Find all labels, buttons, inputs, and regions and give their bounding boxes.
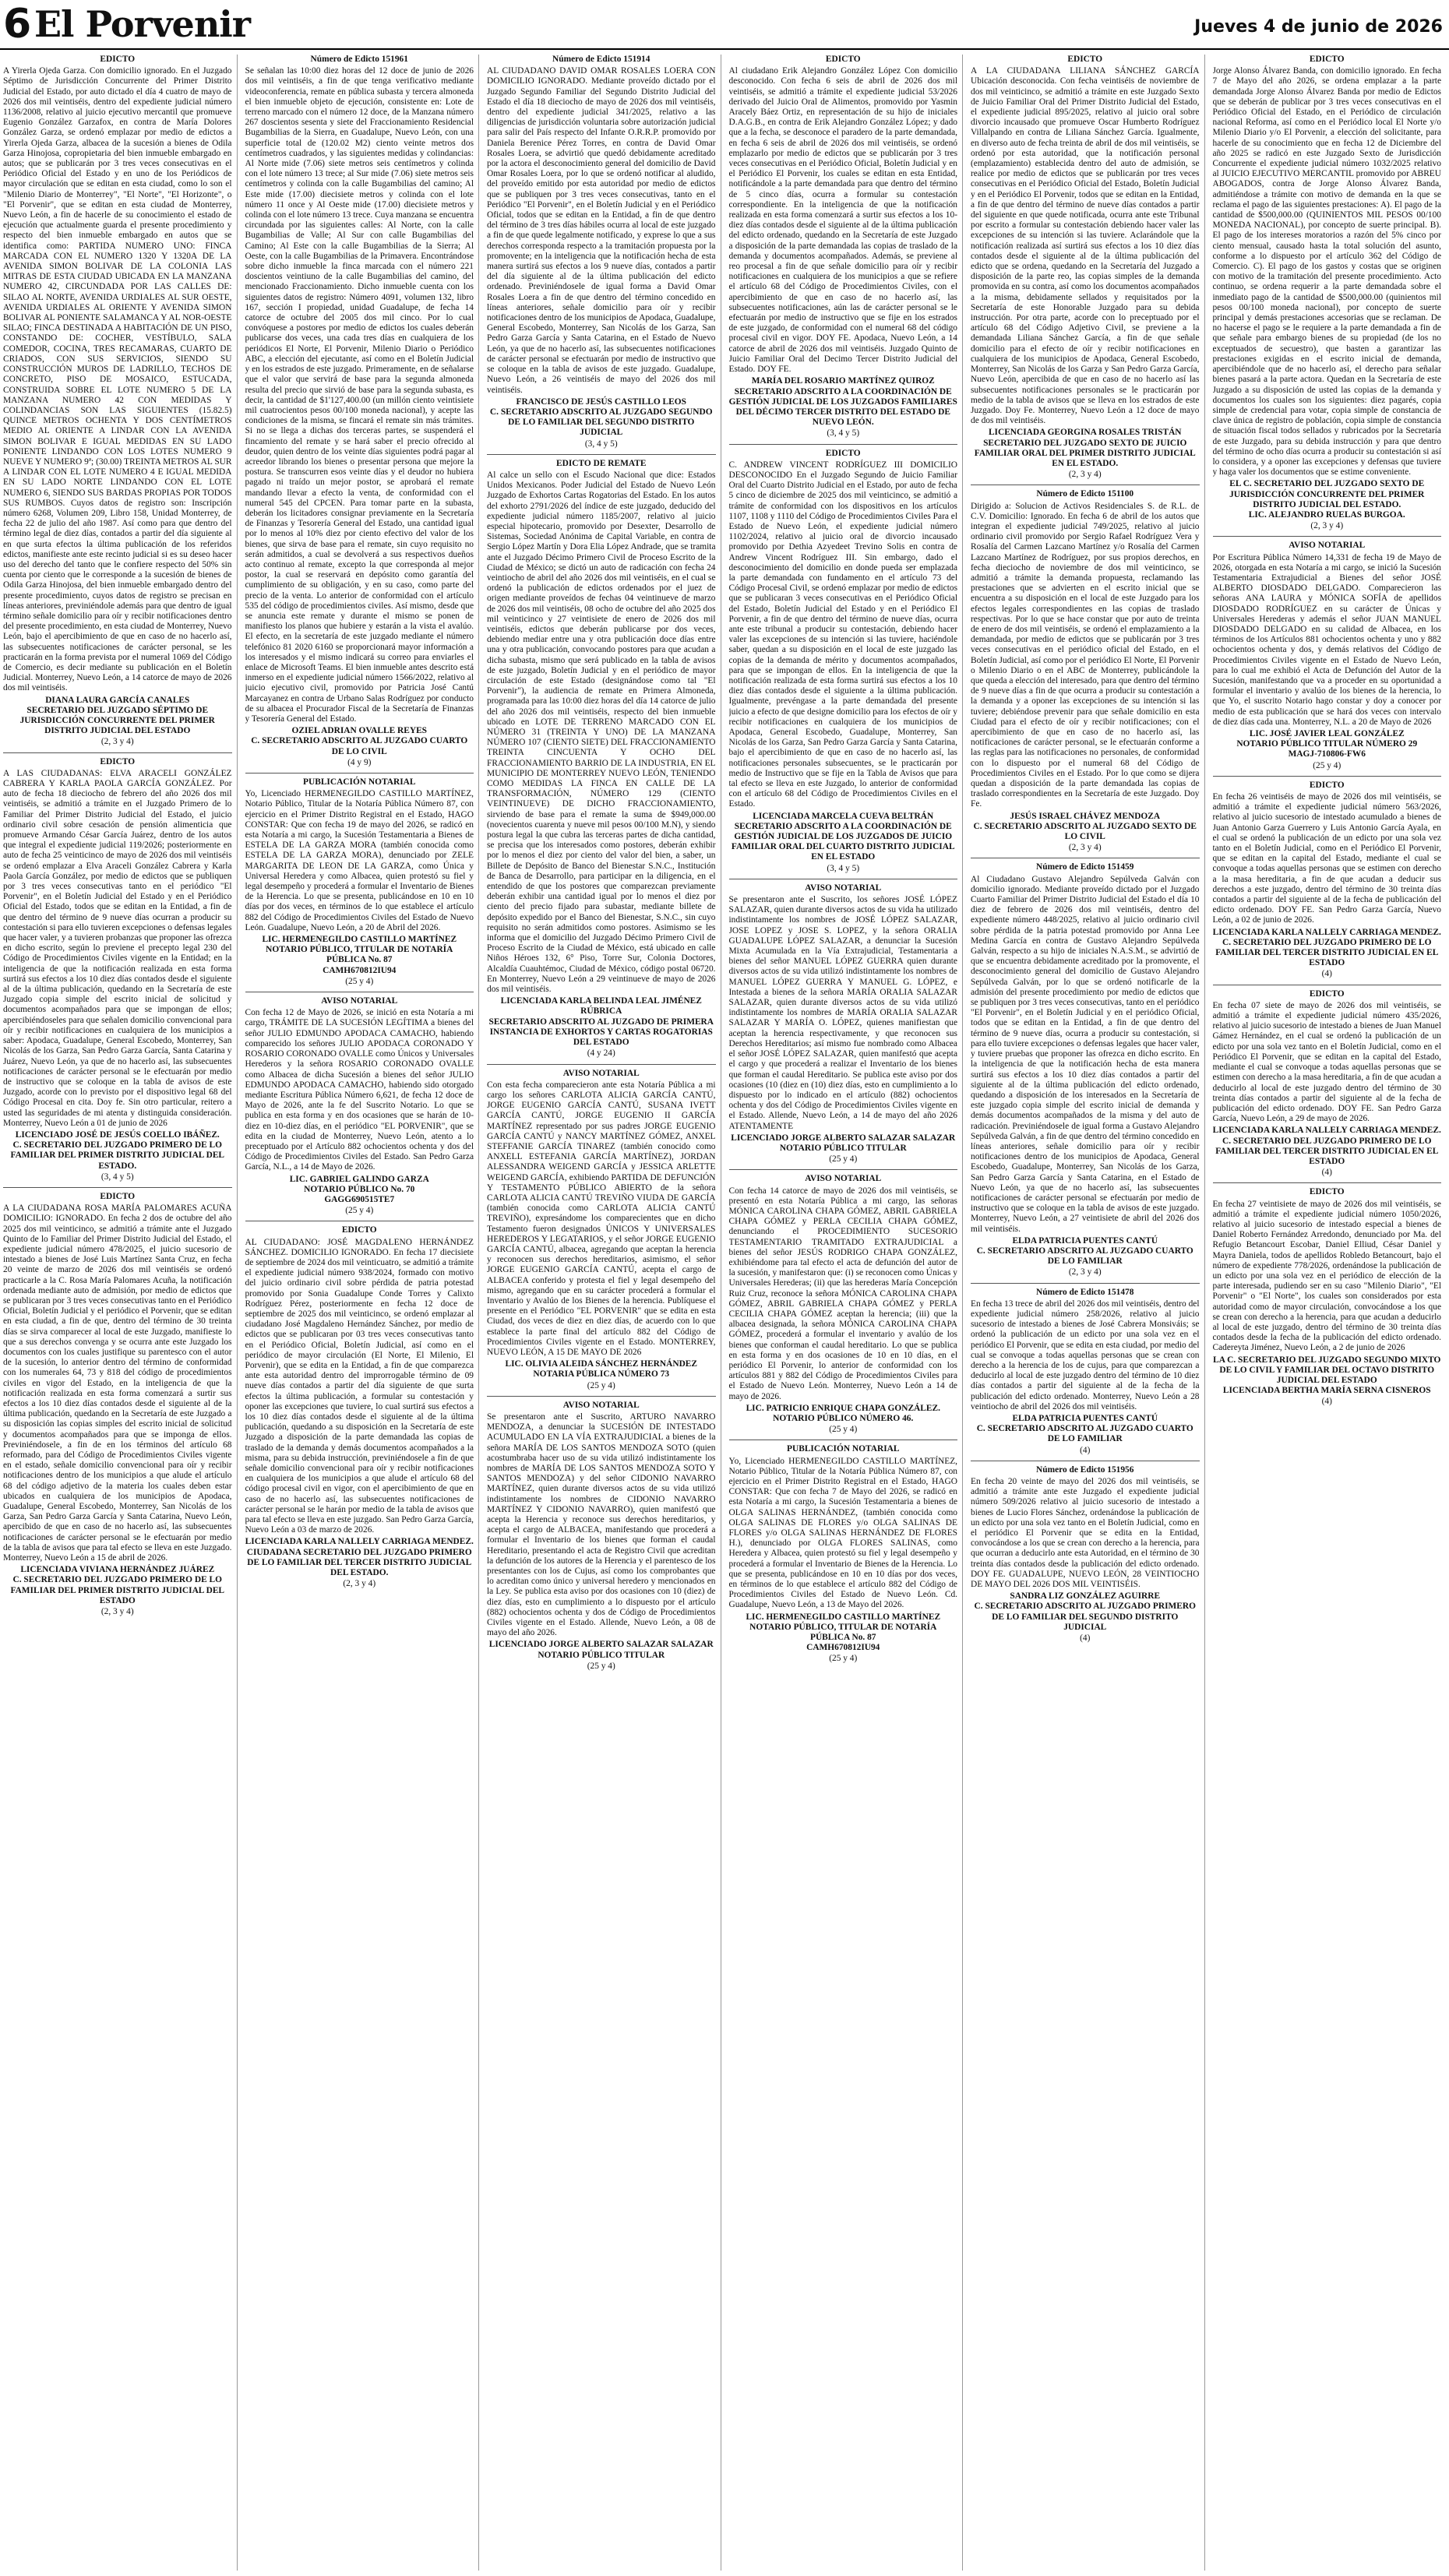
notice-divider: [487, 1064, 716, 1065]
legal-notice: [245, 996, 474, 1216]
notice-signature: LICENCIADA GEORGINA ROSALES TRISTÁN SECRETARIO DEL JUZGADO SEXTO DE JUICIO FAMILIAR ORAL DEL PRIMER DISTRITO JUDICIAL EN EL ESTADO.: [974, 428, 1196, 468]
notice-signature: LICENCIADO JOSÉ DE JESÚS COELLO IBÁÑEZ. C. SECRETARIO DEL JUZGADO PRIMERO DE LO FAMILIAR DEL PRIMER DISTRITO JUDICIAL DEL ESTADO.: [10, 1129, 225, 1171]
legal-notice: [245, 777, 474, 987]
notice-signature: LICENCIADA KARLA BELINDA LEAL JIMÉNEZ RÚBRICA SECRETARIO ADSCRITO AL JUZGADO DE PRIMERA INSTANCIA DE EXHORTOS Y CARTAS ROGATORIAS DEL ESTADO: [488, 996, 714, 1048]
legal-notice: [971, 1288, 1200, 1456]
legal-notice: [3, 1192, 232, 1617]
notice-body: Al Ciudadano Gustavo Alejandro Sepúlveda Galván con domicilio ignorado. Mediante proveído dictado por el Juzgado Cuarto Familiar del Primer Distrito Judicial del Estado el día 10 diez de febrero de 2026 dos mil veintiséis, dentro del expediente número 448/2025, relativo al juicio ordinario civil sobre pérdida de la patria potestad promovido por Anna Lee Medina García en contra de Gustavo Alejandro Sepúlveda Galván, respecto a su hijo de iniciales N.A.S.M., se advirtió de que se encuentra debidamente acreditado por la promovente, el desconocimiento general del domicilio de Gustavo Alejandro Sepúlveda Galván, por lo que se ordenó notificarle de la admisión del presente procedimiento por medio de edictos que se publiquen por 3 tres veces consecutivas, tanto en el periódico "El Porvenir", en el Boletín Judicial y en el periódico Oficial, todos que se editan en la Entidad, a fin de que dentro del término de 9 nueve días, ocurra a producir su contestación, si para ello tuviere excepciones o defensas legales que hacer valer, y tuviere pruebas que proponer las ofrezca en dicho escrito. En la inteligencia de que la notificación hecha de esta manera surtirá sus efectos a los 10 diez días contados a partir del siguiente al de la última publicación del edicto ordenado, quedando a disposición de los interesados en la Secretaría de este juzgado copia simple del escrito inicial de demanda y demás documentos acompañados de la misma y del auto de radicación. Previniéndosele de igual forma a Gustavo Alejandro Sepúlveda Galván, a fin de que dentro del término concedido en líneas anteriores, señale domicilio para oír y recibir notificaciones dentro de los municipios de Apodaca, General Escobedo, Guadalupe, Monterrey, San Nicolás de los Garza, San Pedro Garza García y Santa Catarina, en el Estado de Nuevo León, ya que de no hacerlo así, las subsecuentes notificaciones de carácter personal se efectuarán por medio de instructivo que se coloque en la tabla de avisos de este juzgado. Monterrey, Nuevo León, a 27 veintisiete de abril del 2026 dos mil veintiséis.: [971, 874, 1202, 1234]
notice-signature: LIC. PATRICIO ENRIQUE CHAPA GONZÁLEZ. NOTARIO PÚBLICO NÚMERO 46.: [746, 1403, 940, 1423]
notice-publication-dates: (2, 3 y 4): [1310, 521, 1344, 531]
notice-publication-dates: (25 y 4): [587, 1380, 615, 1390]
legal-notice: [487, 459, 716, 1059]
notice-publication-dates: (3, 4 y 5): [827, 863, 860, 873]
notice-heading: AVISO NOTARIAL: [805, 883, 882, 893]
notice-signature: SANDRA LIZ GONZÁLEZ AGUIRRE C. SECRETARIO ADSCRITO AL JUZGADO PRIMERO DE LO FAMILIAR DEL SEGUNDO DISTRITO JUDICIAL: [974, 1591, 1196, 1632]
notice-body: Jorge Alonso Álvarez Banda, con domicilio ignorado. En fecha 7 de Mayo del año 2026, se ordena emplazar a la parte demandada Jorge Alonso Álvarez Banda por medio de Edictos que se deberán de publicar por 3 tres veces consecutivas en el Periódico Oficial del Estado, en el Periódico de circulación nacional Reforma, así como en el Periódico local El Norte y/o Milenio Diario y/o El Porvenir, a elección del solicitante, para hacerle de su conocimiento que en fecha 12 de Diciembre del año 2025 se radicó en este Juzgado Sexto de Jurisdicción Concurrente el expediente judicial número 1032/2025 relativo al JUICIO EJECUTIVO MERCANTIL promovido por ABREU ABOGADOS, contra de Jorge Alonso Álvarez Banda, admitiéndose a trámite con motivo de demanda en la que se reclama el pago de las siguientes prestaciones: A). El pago de la cantidad de $500,000.00 (QUINIENTOS MIL PESOS 00/100 MONEDA NACIONAL), por concepto de suerte principal. B). El pago de los intereses moratorios a razón del 5% cinco por ciento mensual, causado hasta la total solución del asunto, conforme a lo dispuesto por el artículo 362 del Código de Comercio. C). El pago de los gastos y costas que se originen con motivo de la tramitación del presente procedimiento. Acto continuo, se ordena requerir a la parte demandada sobre el inmediato pago de la cantidad de $500,000.00 (quinientos mil pesos 00/100 moneda nacional), por concepto de suerte principal y demás prestaciones accesorias que se reclaman. De no hacerse el pago se le requiere a la parte demandada a fin de que señale para embargo bienes de su propiedad (de los no exceptuados de secuestro), que basten a garantizar las prestaciones exigidas en el escrito inicial de demanda, apercibiéndole que de no hacerlo así, el derecho para señalar bienes pasará a la parte actora. Quedan en la Secretaría de este Juzgado a su disposición de usted las copias de la demanda y documentos los cuales son los siguientes: diez pagarés, copia simple de credencial para votar, copia simple de constancia de clave única de registro de población, copia simple de constancia de situación fiscal todos sellados y rubricados por la Secretaría de este Juzgado, para su debida instrucción y para que dentro del término de ocho días ocurra a producir su contestación si así lo considera, y a oponer las excepciones y defensas que tuviere y haga valer los documentos que se estime conveniente.: [1212, 66, 1444, 477]
legal-notice: [1213, 541, 1442, 770]
legal-notice: [971, 862, 1200, 1277]
masthead: [0, 0, 1449, 50]
notice-body: En fecha 27 veintisiete de mayo de 2026 dos mil veintiséis, se admitió a trámite el expediente judicial número 1050/2026, relativo al juicio sucesorio de intestado especial a bienes de Daniel Roberto Fernández Arredondo, denunciado por Ma. del Refugio Betancourt Escobar, Daniel Elliud, César Daniel y Mayra Daniela, todos de apellidos Robledo Betancourt, bajo el número de expediente 778/2026, ordenándose la publicación de un edicto por una sola vez en el periódico de elección de la parte interesada, pudiendo ser en su caso "Milenio Diario", "El Porvenir" o "El Norte", los cuales son considerados por esta autoridad como de mayor circulación, convocándose a los que se crean con derecho a la herencia, para que acudan a deducirlo al local de este juzgado, dentro del término de 30 treinta días contados desde la fecha de la publicación del edicto ordenado. Cadereyta Jiménez, Nuevo León, a 2 de junio de 2026: [1212, 1199, 1444, 1353]
notice-heading: AVISO NOTARIAL: [805, 1174, 882, 1184]
notice-publication-dates: (2, 3 y 4): [1068, 1267, 1102, 1277]
notice-heading: Número de Edicto 151914: [552, 55, 650, 64]
notice-publication-dates: (3, 4 y 5): [100, 1172, 134, 1182]
notice-heading: EDICTO: [1309, 988, 1345, 999]
notice-body: A LAS CIUDADANAS: ELVA ARACELI GONZÁLEZ CABRERA Y KARLA PAOLA GARCÍA GONZÁLEZ. Por auto de fecha 18 dieciocho de febrero del año 2026 dos mil veintiséis, se admitió a trámite en el Juzgado Primero de lo Familiar del Primer Distrito Judicial del Estado, el juicio ordinario civil sobre cesación de pensión alimenticia que promueve Armando César García Juárez, dentro de los autos que integral el expediente judicial 119/2026; posteriormente en auto de fecha 25 veinticinco de mayo de 2026 dos mil veintiséis se ordenó emplazar a Elva Araceli González Cabrera y Karla Paola García González, por medio de edictos que se publiquen por 3 tres veces consecutivas tanto en el periódico "El Porvenir", en el Boletín Judicial del Estado y en el Periódico Oficial del Estado, todos que se editan en la Entidad, a fin de que dentro del término de 9 nueve días ocurran a producir su contestación si para ello tuvieren excepciones o defensas legales que hacer valer, y a tuvieren probanzas que proponer las ofrezca en dicho escrito, según lo previene el precepto legal 230 del Código de Procedimientos Civiles vigente en la Entidad; en la inteligencia de que la notificación realizada en esta forma surtirá sus efectos a los 10 diez días contados desde el siguiente al de la última publicación, quedando en la Secretaría de este Juzgado copia simple del escrito inicial de solicitud y documentos acompañados para que se impongan de ellos; apercibiéndoseles para que señalen domicilio convencional para oír y recibir notificaciones en cualquiera de los municipios a saber: Apodaca, Guadalupe, General Escobedo, Monterrey, San Nicolás de los Garza, San Pedro Garza García, Santa Catarina y Juárez, Nuevo León, ya que de no hacerlo así, las subsecuentes notificaciones de carácter personal se le efectuarán por medio de instructivo que se coloque en la tabla de avisos de este Juzgado, acorde con lo previsto por el dispositivo legal 68 del Código Procesal en cita. Doy fe. Sin otro particular, reitero a usted las seguridades de mi atenta y distinguida consideración. Monterrey, Nuevo León a 01 de junio de 2026: [3, 768, 234, 1128]
legal-notice: [729, 1444, 958, 1664]
notice-signature: LIC. JOSÉ JAVIER LEAL GONZÁLEZ NOTARIO PÚBLICO TITULAR NÚMERO 29 MAGJ-710806-FW6: [1236, 729, 1418, 759]
notice-body: Con fecha 12 de Mayo de 2026, se inició en esta Notaría a mi cargo, TRÁMITE DE LA SUCESIÓN LEGÍTIMA a bienes del señor JULIO EDMUNDO APODACA CAMACHO, habiendo comparecido los señores JULIO APODACA CORONADO Y ROSARIO CORONADO OVALLE como Únicos y Universales Herederos y la señora ROSARIO CORONADO OVALLE como Albacea de dicha Sucesión a bienes del señor JULIO EDMUNDO APODACA CAMACHO, habiendo sido otorgado mediante Escritura Pública Número 6,621, de fecha 12 doce de Mayo de 2026, ante la fe del Suscrito Notario. Lo que se publica en esta forma y en dos ocasiones que se harán de 10-diez en 10-diez días, en el periódico "EL PORVENIR", que se edita en la ciudad de Monterrey, Nuevo León, atento a lo preceptuado por el Artículo 882 ochocientos ochenta y dos del Código de Procedimientos Civiles del Estado. San Pedro Garza García, N.L., a 14 de Mayo de 2026.: [245, 1008, 476, 1172]
notice-body: Yo, Licenciado HERMENEGILDO CASTILLO MARTÍNEZ, Notario Público, Titular de la Notaría Pública Número 87, con ejercicio en el Primer Distrito Registral en el Estado, HAGO CONSTAR: Que con fecha 19 de mayo del 2026, se radicó en esta Notaría a mi cargo, la Sucesión Testamentaria a Bienes de ESTELA DE LA GARZA MORA (también conocida como ESTELA DE LA GARZA MORA), denunciado por ZELE MARGARITA DE LEON DE LA GARZA, como Única y Universal Heredera y como Albacea, quien protestó su fiel y legal desempeño y procederá a formular el Inventario de Bienes de la Herencia. Lo que se presenta, publicándose en 10 en 10 días por dos veces, en términos de lo que establece el artículo 882 del Código de Procedimientos Civiles del Estado de Nuevo León. Guadalupe, Nuevo León, a 20 de Abril del 2026.: [245, 789, 476, 932]
notice-publication-dates: (2, 3 y 4): [100, 1607, 134, 1617]
legal-notice: [1213, 781, 1442, 980]
legal-notice: [1213, 55, 1442, 531]
notice-body: AL CIUDADANO: JOSÉ MAGDALENO HERNÁNDEZ SÁNCHEZ. DOMICILIO IGNORADO. En fecha 17 diecisiete de septiembre de 2024 dos mil veinticuatro, se admitió a trámite el expediente judicial número 938/2024, formado con motivo del juicio ordinario civil sobre pérdida de patria potestad promovido por Sonia Guadalupe Conde Torres y Calixto Rodríguez Pérez, posteriormente en fecha 12 doce de septiembre de 2025 dos mil veinticinco, se ordenó emplazar al ciudadano José Magdaleno Hernández Sánchez, por medio de edictos que se publicaran por 03 tres veces consecutivas tanto en el Periódico Oficial, Boletín Judicial, así como en el periódico de mayor circulación (El Norte, El Milenio, El Porvenir), que se edita en la Entidad, a fin de que comparezca ante esta autoridad dentro del improrrogable término de 09 nueve días contados a partir del día siguiente de que surta efectos la última publicación, a formular su contestación y oponer las excepciones que tuviere, lo cual surtirá sus efectos a los 10 diez días contados desde el siguiente al de la última publicación, quedando a su disposición en la Secretaría de este Juzgado a disposición de la parte demandada las copias de traslado de la demanda y demás documentos acompañados a la misma, para su debida instrucción, previniéndosele a fin de que señale domicilio convencional para oír y recibir notificaciones en cualquiera de los municipios a que alude el artículo 68 del código procesal civil en vigor, con el apercibimiento de que en caso de no hacerlo así, las subsecuentes notificaciones de carácter personal se le harán por medio de la tabla de avisos que para tal efecto se lleva en este juzgado. San Pedro Garza García, Nuevo León a 03 de marzo de 2026.: [245, 1237, 476, 1535]
notice-heading: EDICTO DE REMATE: [556, 458, 647, 468]
notice-heading: EDICTO: [341, 1225, 377, 1235]
notice-signature: ELDA PATRICIA PUENTES CANTÚ C. SECRETARIO ADSCRITO AL JUZGADO CUARTO DE LO FAMILIAR: [976, 1414, 1193, 1444]
notice-heading: PUBLICACIÓN NOTARIAL: [787, 1444, 900, 1454]
newspaper-name: El Porvenir: [34, 3, 250, 45]
notice-publication-dates: (4): [1321, 1397, 1332, 1407]
notice-heading: EDICTO: [1309, 1187, 1345, 1197]
notice-body: Dirigido a: Solucion de Activos Residenciales S. de R.L. de C.V. Domicilio: Ignorado. En fecha 6 de abril de los autos que integran el expediente judicial 749/2025, relativo al juicio ordinario civil promovido por Sergio Rafael Rodríguez Vera y Rosalía del Carmen Lazcano Martínez y/o Rosalía del Carmen Lazcano Martínez de Rodríguez, por sus propios derechos, en fecha dieciocho de noviembre de dos mil veinticinco, se admitió a trámite la demanda propuesta, reclamando las prestaciones que se advierten en el escrito inicial que se encuentra a su disposición en el local de este Juzgado para los efectos legales correspondientes en las copias de traslado respectivas. Por lo que se hace constar que por auto de treinta de enero de dos mil veintiséis, se ordenó el emplazamiento a la demandada, por medio de edictos que se publicarán por 3 tres veces consecutivas en el periódico oficial del Estado, en el Boletín Judicial, así como por el periódico El Norte, El Porvenir o Milenio Diario o en el ABC de Monterrey, publicándole la que queda a elección del interesado, para que dentro del término de 9 nueve días a fin de que ocurra a producir su contestación a la demanda y a oponer las excepciones de su intención si las tuviere; debiéndose prevenir para que señale domicilio en esta Ciudad para el efecto de oír y recibir notificaciones; con el apercibimiento de que en caso de no hacerlo así, las notificaciones de carácter personal, se le efectuarán conforme a las reglas para las notificaciones no personales, de conformidad con lo dispuesto por el numeral 68 del Código de Procedimientos Civiles en el Estado. Por lo que como se dijera quedan a disposición de la parte demandada las copias de traslado correspondientes en la Secretaría de este Juzgado. Doy Fe.: [971, 501, 1202, 809]
notice-body: Con fecha 14 catorce de mayo de 2026 dos mil veintiséis, se presentó en esta Notaría Pública a mi cargo, las señoras MÓNICA CAROLINA CHAPA GÓMEZ, ABRIL GABRIELA CHAPA GÓMEZ y PERLA CECILIA CHAPA GÓMEZ, denunciando el PROCEDIMIENTO SUCESORIO TESTAMENTARIO TRAMITADO EXTRAJUDICIAL a bienes del señor JESÚS RODRIGO CHAPA GONZÁLEZ, exhibiéndome para tal efecto el acta de defunción del autor de la sucesión, y manifestaron que: (i) se reconocen como Únicas y Universales Herederas; (ii) que las herederas María Concepción Ruiz Cruz, reconoce la señora MÓNICA CAROLINA CHAPA GÓMEZ, ABRIL GABRIELA CHAPA GÓMEZ y PERLA CECILIA CHAPA GÓMEZ aceptan la herencia; (iii) que la albacea designada, la señora MÓNICA CAROLINA CHAPA GÓMEZ, procederá a formular el inventario y avalúo de los bienes que conforman el caudal hereditario. Lo que se publica en esta forma y en dos ocasiones de 10 en 10 días, en el periódico El Porvenir, lo anterior de conformidad con los artículos 881 y 882 del Código de Procedimientos Civiles para el Estado de Nuevo León. Monterrey, Nuevo León a 14 de mayo de 2026.: [728, 1186, 960, 1401]
notice-publication-dates: (25 y 4): [1313, 760, 1341, 770]
notice-body: C. ANDREW VINCENT RODRÍGUEZ III DOMICILIO DESCONOCIDO En el Juzgado Segundo de Juicio Familiar Oral del Cuarto Distrito Judicial en el Estado, por auto de fecha 5 cinco de diciembre de 2025 dos mil veinticinco, se admitió a trámite de conformidad con los dispositivos en los artículos 1107, 1108 y 1110 del Código de Procedimientos Civiles Para el Estado de Nuevo León, el expediente judicial número 1102/2024, relativo al juicio oral de divorcio incausado promovido por Dethia Azyedeet Trevino Solis en contra de Andrew Vincent Rodríguez III. Sin embargo, dado el desconocimiento del domicilio en donde pueda ser emplazada la parte demandada con fundamento en el artículo 73 del Código Procesal Civil, se ordenó emplazar por medio de edictos que se publicaran 3 veces consecutivas en el Periódico Oficial del Estado, Boletín Judicial del Estado y en el Periódico El Porvenir, a fin de que dentro del término de nueve días, ocurra ante este tribunal a producir su contestación, debiendo hacer valer las excepciones de su intención si las tuviere, haciéndole saber, quedan a su disposición en el local de este juzgado las copias de la demanda de mérito y documentos acompañados, para que se impongan de ellos. En la inteligencia de que la notificación realizada de esta forma surtirá sus efectos a los 10 diez días contados desde el siguiente a la última publicación. Igualmente, prevéngase a la parte demandada del presente juicio a efecto de que designe domicilio para los efectos de oír y recibir notificaciones en cualquiera de los municipios de Apodaca, General Escobedo, Guadalupe, Monterrey, San Nicolás de los Garza, San Pedro Garza García y Santa Catarina, bajo el apercibimiento de que en caso de no hacerlo así, las notificaciones personales subsecuentes, se le practicarán por medio de Instructivo que se fije en la Tabla de Avisos que para tal efecto se lleva en este Juzgado, lo anterior de conformidad con el artículo 68 del Código de Procedimientos Civiles en el Estado.: [728, 460, 960, 809]
notice-publication-dates: (4 y 9): [347, 757, 372, 767]
notice-heading: EDICTO: [100, 1191, 136, 1201]
notice-publication-dates: (25 y 4): [829, 1654, 858, 1664]
notice-signature: LIC. HERMENEGILDO CASTILLO MARTÍNEZ NOTARIO PÚBLICO, TITULAR DE NOTARÍA PÚBLICA No. 87 CAMH670812IU94: [746, 1612, 941, 1653]
notice-signature: MARÍA DEL ROSARIO MARTÍNEZ QUIROZ SECRETARIO ADSCRITO A LA COORDINACIÓN DE GESTIÓN JUDICIAL DE LOS JUZGADOS FAMILIARES DEL DÉCIMO TERCER DISTRITO DEL ESTADO DE NUEVO LEÓN.: [728, 376, 957, 428]
notice-heading: Número de Edicto 151459: [1036, 862, 1134, 872]
notice-heading: EDICTO: [100, 55, 136, 64]
notice-body: A LA CIUDADANA ROSA MARÍA PALOMARES ACUÑA DOMICILIO: IGNORADO. En fecha 2 dos de octubre del año 2025 dos mil veinticinco, se admitió a trámite ante el Juzgado Quinto de lo Familiar del Primer Distrito Judicial del Estado, el expediente judicial número 478/2025, el juicio sucesorio de intestado a bienes de José Luis Martínez Santa Cruz, en fecha 20 veinte de marzo de 2026 dos mil veintiséis se ordenó practicarle a la C. Rosa María Palomares Acuña, la notificación ordenada mediante auto de admisión, por medio de edictos que se publicaran por 3 tres veces consecutivas tanto en el Periódico Oficial, Boletín Judicial y el periódico el Porvenir, que se editan en esta ciudad, a fin de que, dentro del término de 30 treinta días se sirva comparecer al local de este Juzgado, manifieste lo que a sus derechos convenga y se ocurra ante este Juzgado los documentos con los cuales justifique su parentesco con el autor de la sucesión, lo anterior dentro del término de conformidad con los numerales 64, 73 y 818 del código de procedimientos civiles en vigor del Estado, en la inteligencia de que la notificación realizada en esta forma comenzará a surtir sus efectos a los 10 diez días contados desde el siguiente al de la última publicación, quedando en la Secretaría de este Juzgado a su disposición las copias simples del escrito inicial de solicitud y documentos acompañados para que se imponga de ellos. Previniéndosele, a fin de en los términos del artículo 68 reformado, para del Código de Procedimientos Civiles vigente en el estado, señale domicilio convencional para oír y recibir notificaciones dentro de los municipios a que alude el artículo 68 del código adjetivo de la materia los cuales deben estar ubicados en cualquiera de los municipios de Apodaca, Guadalupe, General Escobedo, Monterrey, San Nicolás de los Garza, San Pedro Garza García y Santa Catarina, Nuevo León, apercibido de que en caso de no hacerlo así, las subsecuentes notificaciones de carácter personal se le efectuarán por medio de la tabla de avisos que para tal efecto se lleva en este Juzgado. Monterrey, Nuevo León a 15 de abril de 2026.: [3, 1203, 234, 1563]
notice-signature: JESÚS ISRAEL CHÁVEZ MENDOZA C. SECRETARIO ADSCRITO AL JUZGADO SEXTO DE LO CIVIL: [973, 811, 1197, 842]
legal-notice: [487, 1401, 716, 1672]
notice-body: Al ciudadano Erik Alejandro González López Con domicilio desconocido. Con fecha 6 seis de abril de 2026 dos mil veintiséis, se admitió a trámite el expediente judicial 53/2026 derivado del Juicio Oral de Alimentos, promovido por Yasmin Aracely Báez Ortiz, en representación de su hijo de iniciales D.A.G.B., en contra de Erik Alejandro González López; y dado que a la fecha, se desconoce el paradero de la parte demandada, en fecha 6 seis de abril de 2026 dos mil veintiséis, se ordenó emplazarlo por medio de edictos que se publicarán por 3 tres veces consecutivas en el Periódico Oficial, Boletín Judicial y en el Periódico El Porvenir, los cuales se editan en esta Entidad, notificándole a la parte demandada para que dentro del término de 5 cinco días, ocurra a formular su contestación correspondiente. En la inteligencia de que la notificación realizada en esta forma comenzará a surtir sus efectos a los 10-diez días contados desde el siguiente al de la última publicación del edicto ordenado, quedando en la Secretaría de este Juzgado a disposición de la parte demandada las copias de traslado de la demanda y documentos acompañados. Además, se previene al reo procesal a fin de que señale domicilio para oír y recibir notificaciones en cualquiera de los municipios a que se refiere el artículo 68 del Código de Procedimientos Civiles, con el apercibimiento de que en caso de no hacerlo así, las subsecuentes notificaciones, aún las de carácter personal se le efectuarán por medio de instructivo que se fije en los estrados de este juzgado, de conformidad con el numeral 68 del código procesal civil en vigor. DOY FE. Apodaca, Nuevo León, a 14 catorce de abril de 2026 dos mil veintiséis. Juzgado Quinto de Juicio Familiar Oral del Decimo Tercer Distrito Judicial del Estado. DOY FE.: [728, 66, 960, 375]
legal-notice: [3, 757, 232, 1182]
legal-notice: [1213, 1187, 1442, 1407]
notice-divider: [729, 1169, 958, 1170]
notice-signature: LICENCIADA KARLA NALLELY CARRIAGA MENDEZ. C. SECRETARIO DEL JUZGADO PRIMERO DE LO FAMILIAR DEL TERCER DISTRITO JUDICIAL EN EL ESTADO: [1212, 1126, 1441, 1166]
notice-heading: EDICTO: [1309, 780, 1345, 790]
notice-signature: LICENCIADA KARLA NALLELY CARRIAGA MENDEZ. C. SECRETARIO DEL JUZGADO PRIMERO DE LO FAMILIAR DEL TERCER DISTRITO JUDICIAL EN EL ESTADO: [1212, 927, 1441, 968]
legal-notice: [3, 55, 232, 748]
notice-heading: AVISO NOTARIAL: [1289, 541, 1366, 551]
notice-heading: AVISO NOTARIAL: [321, 996, 398, 1006]
notice-publication-dates: (4 y 24): [587, 1048, 615, 1059]
issue-date: Jueves 4 de junio de 2026: [1194, 17, 1443, 37]
notice-column: [487, 55, 721, 2571]
notice-signature: LICENCIADA MARCELA CUEVA BELTRÁN SECRETARIO ADSCRITO A LA COORDINACIÓN DE GESTIÓN JUDICIAL DE LOS JUZGADOS DE JUICIO FAMILIAR ORAL DEL CUARTO DISTRITO JUDICIAL EN EL ESTADO: [731, 811, 955, 862]
notice-signature: EL C. SECRETARIO DEL JUZGADO SEXTO DE JURISDICCIÓN CONCURRENTE DEL PRIMER DISTRITO JUDICIAL DEL ESTADO. LIC. ALEJANDRO RUELAS BURGOA.: [1229, 479, 1425, 520]
notice-column: [1213, 55, 1447, 2571]
notice-publication-dates: (3, 4 y 5): [584, 439, 618, 449]
notice-signature: OZIEL ADRIAN OVALLE REYES C. SECRETARIO ADSCRITO AL JUZGADO CUARTO DE LO CIVIL: [251, 726, 468, 756]
notice-heading: AVISO NOTARIAL: [562, 1068, 640, 1078]
notice-publication-dates: (2, 3 y 4): [1068, 843, 1102, 853]
notice-publication-dates: (4): [1321, 1168, 1332, 1178]
notice-publication-dates: (2, 3 y 4): [1068, 470, 1102, 480]
legal-notice: [729, 1174, 958, 1435]
notice-signature: LICENCIADA VIVIANA HERNÁNDEZ JUÁREZ C. SECRETARIO DEL JUZGADO PRIMERO DE LO FAMILIAR DEL PRIMER DISTRITO JUDICIAL DEL ESTADO: [10, 1565, 225, 1605]
notice-signature: FRANCISCO DE JESÚS CASTILLO LEOS C. SECRETARIO ADSCRITO AL JUZGADO SEGUNDO DE LO FAMILIAR DEL SEGUNDO DISTRITO JUDICIAL: [489, 396, 713, 438]
notice-publication-dates: (4): [1080, 1633, 1091, 1644]
legal-notice: [245, 55, 474, 768]
notice-body: Se presentaron ante el Suscrito, ARTURO NAVARRO MENDOZA, a denunciar la SUCESIÓN DE INTESTADO ACUMULADO EN LA VÍA EXTRAJUDICIAL a bienes de la señora MARÍA DE LOS SANTOS MENDOZA SOTO (quien acostumbraba hacer uso de su vida utilizó indistintamente los nombres de MARÍA DE LOS SANTOS MENDOZA SOTO Y SANTOS MENDOZA) y del señor CIDONIO NAVARRO MARTÍNEZ, quien durante diversos actos de su vida utilizó indistintamente los nombres de CIDONIO NAVARRO MARTÍNEZ Y CIDONIO NAVARRO), quien manifestó que acepta la Herencia y reconoce sus derechos hereditarios, y acepta el cargo de ALBACEA, manifestando que procederá a formular el Inventario de los bienes que forman el caudal Hereditario, presentando el acta de Registro Civil que acreditan la defunción de los autores de la Herencia y el parentesco de los presentantes con los de Cujus, así como los comprobantes que lo acreditan como único y universal heredero y mencionados en la Ley. Se publica esta aviso por dos ocasiones con 10 (diez) de diez días, esto en cumplimiento a lo dispuesto por el artículo (882) ochocientos ochenta y dos de Código de Procedimientos Civiles vigente en el Estado. Allende, Nuevo León, a 08 de mayo del año 2026.: [487, 1412, 718, 1638]
notice-publication-dates: (25 y 4): [829, 1154, 858, 1165]
legal-notice: [487, 55, 716, 449]
notice-body: En fecha 20 veinte de mayo del 2026 dos mil veintiséis, se admitió a trámite ante este Juzgado el expediente judicial número 509/2026 relativo al juicio sucesorio de intestado a bienes de Lucio Flores Sánchez, ordenándose la publicación de un edicto por una sola vez tanto en el Boletín Judicial, como en el periódico El Porvenir que se edita en la Entidad, convocándose a los que se crean con derecho a la herencia, para que ocurran a deducirlo ante esta Autoridad, en el término de 30 treinta días contados desde la publicación del edicto ordenado. DOY FE. GUADALUPE, NUEVO LEÓN, 28 VEINTIOCHO DE MAYO DEL 2026 DOS MIL VEINTISÉIS.: [971, 1477, 1202, 1590]
notice-signature: LICENCIADA KARLA NALLELY CARRIAGA MENDEZ. CIUDADANA SECRETARIO DEL JUZGADO PRIMERO DE LO FAMILIAR DEL TERCER DISTRITO JUDICIAL DEL ESTADO.: [245, 1537, 474, 1578]
notice-body: Yo, Licenciado HERMENEGILDO CASTILLO MARTÍNEZ, Notario Público, Titular de la Notaría Pública Número 87, con ejercicio en el Primer Distrito Registral en el Estado, HAGO CONSTAR: Que con fecha 7 de Mayo del 2026, se radicó en esta Notaría a mi cargo, la Sucesión Testamentaria a bienes de OLGA SALINAS HERNÁNDEZ, (también conocida como OLGA SALINAS DE FLORES y/o OLGA SALINAS DE FLORES y/o OLGA SALINAS HERNÁNDEZ DE FLORES H.), denunciado por OLGA FLORES SALINAS, como Heredera y Albacea, quien protestó su fiel y legal desempeño y procederá a formular el Inventario de Bienes de la Herencia. Lo que se presenta, publicándose en 10 en 10 días por dos veces, en términos de lo que establece el artículo 882 del Código de Procedimientos Civiles del Estado de Nuevo León. Cd. Guadalupe, Nuevo León, a 13 de Mayo del 2026.: [728, 1456, 960, 1610]
notice-heading: EDICTO: [100, 756, 136, 766]
notice-body: En fecha 07 siete de mayo de 2026 dos mil veintiséis, se admitió a trámite el expediente judicial número 435/2026, relativo al juicio sucesorio de intestado a bienes de Juan Manuel Gámez Hernández, en el cual se ordenó la publicación de un edicto por una sola vez tanto en el Boletín Judicial, como en el Periódico El Porvenir, que se editan en la capital del Estado, mediante el cual se convoque a todas aquellas personas que se estimen con derecho a la masa hereditaria, a fin de que acudan a deducirlo al local de este juzgado dentro del término de 30 treinta días contados a partir del siguiente al de la fecha de publicación del edicto ordenado. DOY FE. San Pedro Garza García, Nuevo León, a 29 de mayo de 2026.: [1212, 1000, 1444, 1124]
notice-heading: EDICTO: [1067, 55, 1103, 64]
notice-publication-dates: (3, 4 y 5): [827, 428, 860, 439]
notice-heading: Número de Edicto 151956: [1036, 1464, 1134, 1475]
notice-body: Con esta fecha comparecieron ante esta Notaría Pública a mi cargo los señores CARLOTA ALICIA GARCÍA CANTÚ, JORGE EUGENIO GARCÍA CANTÚ, SUSANA IVETT GARCÍA CANTÚ, JORGE EUGENIO II GARCÍA MARTÍNEZ representado por sus padres JORGE EUGENIO GARCÍA CANTÚ y NANCY MARTÍNEZ GÓMEZ, ANXEL STEFFANIE GARCÍA TINAREZ (también conocido como ANXELL ESTEFANIA GARCÍA MARTÍNEZ), JORDAN ALESSANDRA WEIGEND GARCÍA y JESSICA ARLETTE WEIGEND GARCÍA, exhibiendo PARTIDA DE DEFUNCIÓN Y TESTAMENTO PÚBLICO ABIERTO de la señora CARLOTA ALICIA CANTÚ TREVIÑO VIUDA DE GARCÍA (también conocida como CARLOTA ALICIA CANTÚ TREVIÑO), expresándome los comparecientes que en dicho Testamento fueron designados ÚNICOS Y UNIVERSALES HEREDEROS Y LEGATARIOS, y el señor JORGE EUGENIO GARCÍA CANTÚ, albacea, agregando que aceptan la herencia y reconocen sus derechos hereditarios, asimismo, el señor JORGE EUGENIO GARCÍA CANTÚ, acepta el cargo de ALBACEA conferido y protesta el fiel y legal desempeño del mismo, agregando que en su carácter procederá a formular el Inventario y Avalúo de los Bienes de la herencia. Publíquese el presente en el Periódico "EL PORVENIR" que se edita en esta Ciudad, dos veces de diez en diez días, de acuerdo con lo que establece la parte final del artículo 882 del Código de Procedimientos Civiles vigente en el Estado. MONTERREY, NUEVO LEÓN, A 15 DE MAYO DE 2026: [487, 1080, 718, 1357]
notice-body: A Yirerla Ojeda Garza. Con domicilio ignorado. En el Juzgado Séptimo de Jurisdicción Concurrente del Primer Distrito Judicial del Estado, por auto dictado el día 4 cuatro de mayo de 2026 dos mil veintiséis, dentro del expediente judicial número 1136/2008, relativo al juicio ejecutivo mercantil que promueve Eugenio González Garzafox, en contra de María Dolores González Garza, se ordenó emplazar por medio de edictos a Yirerla Ojeda Garza, albacea de la sucesión a bienes de Odila Garza Hinojosa, copropietaria del bien inmueble embargado en autos; que se publicarán por 3 tres veces consecutivas en el Periódico Oficial del Estado y en uno de los Periódicos de mayor circulación que se editan en esta ciudad, como lo son el "Milenio Diario de Monterrey", "El Norte", "El Horizonte", o "El Porvenir", que se editan en esta ciudad de Monterrey, Nuevo León, a fin de hacerle de su conocimiento el estado de ejecución que actualmente guarda el presente procedimiento y respecto del bien inmueble embargado en autos que se identifica como: PARTIDA NUMERO UNO: FINCA MARCADA CON EL NUMERO 1320 Y 1320A DE LA AVENIDA SIMON BOLIVAR DE LA COLONIA LAS MITRAS DE ESTA CIUDAD UBICADA EN LA MANZANA NUMERO 42, CIRCUNDADA POR LAS CALLES DE: SILAO AL NORTE, AVENIDA URDIALES AL SUR OESTE, AVENIDA URDIALES AL ORIENTE Y AVENIDA SIMON BOLIVAR AL PONIENTE SALAMANCA Y AL NOR-OESTE SILAO; FINCA DESTINADA A HABITACIÓN DE UN PISO, CONSTANDO DE: COCHER, VESTÍBULO, SALA COMEDOR, COCINA, TRES RECAMARAS, CUARTO DE CRIADOS, CON SUS SERVICIOS, SIENDO SU CONSTRUCCIÓN MUROS DE LADRILLO, TECHOS DE CONCRETO, PISO DE MOSAICO, ESTUCADA, CONSTRUIDA SOBRE EL LOTE NUMERO 5 DE LA MANZANA NUMERO 42 CON MEDIDAS Y COLINDANCIAS SON LAS SIGUIENTES (15.82.5) QUINCE METROS OCHENTA Y DOS CENTÍMETROS MEDIO AL ORIENTE A LINDAR CON LA AVENIDA SIMON BOLIVAR E IGUAL MEDIDAS EN SU LADO PONIENTE LINDANDO CON LOS LOTES NUMERO 9 NUEVE Y NUMERO 9ª; (30.00) TREINTA METROS AL SUR A LINDAR CON EL LOTE NUMERO 4 E IGUAL MEDIDA EN SU LADO NORTE LINDANDO CON EL LOTE NUMERO 6, SIENDO SUS BARDAS PROPIAS POR TODOS SUS RUMBOS. Cuyos datos de registro son: Inscripción número 6268, Volumen 209, Libro 158, Unidad Monterrey, de fecha 22 de julio del año 1987. Así como para que dentro del término legal de diez días, contados a partir del día siguiente al en que surta efectos la última publicación de los referidos edictos, manifieste ante este recinto judicial si es su deseo hacer uso del derecho del tanto que le confiere respecto del 50% sin cuenta por ciento que le corresponde a la sucesión de bienes de Odila Garza Hinojosa, del bien inmueble embargado dentro del presente procedimiento, cuyos datos de registro se precisan en líneas anteriores, previniéndole además para que dentro de igual término señale domicilio para oír y recibir notificaciones dentro del presente procedimiento, en esta ciudad de Monterrey, Nuevo León, bajo el apercibimiento de que en caso de no hacerlo así, las subsecuentes notificaciones de carácter personal, se les practicarán en la forma prevista por el numeral 1069 del Código de Comercio, es decir mediante su publicación en el Boletín Judicial. Monterrey, Nuevo León, a 14 catorce de mayo de 2026 dos mil veintiséis.: [3, 66, 234, 693]
legal-notice: [971, 55, 1200, 480]
notice-body: En fecha 13 trece de abril del 2026 dos mil veintiséis, dentro del expediente judicial número 258/2026, relativo al juicio sucesorio de intestado a bienes de José Cabrera Monsiváis; se ordenó la publicación de un edicto por una sola vez en el periódico El Porvenir, que se edita en esta ciudad, por medio del cual se convoque a todas aquellas personas que se crean con derecho a la herencia de los de cujus, para que comparezcan a deducirlo al local de este juzgado dentro del término de 10 diez días contados a partir del siguiente al de la fecha de la publicación del edicto ordenado. Monterrey, Nuevo León a 28 veintiocho de abril del 2026 dos mil veintiséis.: [971, 1299, 1202, 1411]
notice-divider: [245, 773, 474, 774]
legal-notice: [729, 55, 958, 439]
notice-divider: [1213, 1182, 1442, 1183]
notice-divider: [1213, 776, 1442, 777]
legal-notices-columns: [3, 55, 1446, 2571]
legal-notice: [971, 1465, 1200, 1644]
notice-publication-dates: (25 y 4): [345, 976, 374, 986]
notice-column: [971, 55, 1205, 2571]
notice-heading: EDICTO: [825, 448, 861, 458]
notice-heading: Número de Edicto 151478: [1036, 1287, 1134, 1297]
notice-body: A LA CIUDADANA LILIANA SÁNCHEZ GARCÍA Ubicación desconocida. Con fecha veintiséis de noviembre de dos mil veinticinco, se admitió a trámite en este Juzgado Sexto de Juicio Familiar Oral del Primer Distrito Judicial del Estado, el expediente judicial 895/2025, relativo al juicio oral sobre divorcio incausado que promueve Oscar Humberto Rodríguez Villalpando en contra de Liliana Sánchez García. Igualmente, en diverso auto de fecha treinta de abril de dos mil veintiséis, se ordenó por esta autoridad, que la notificación personal (emplazamiento) establecida dentro del auto de admisión, se realice por medio de edictos que se publicarán por tres veces consecutivas en el Periódico Oficial del Estado, Boletín Judicial y en el Periódico El Porvenir, todos que se editan en la Entidad, a fin de que dentro del término de nueve días contados a partir del siguiente en que quede notificada, ocurra ante este Tribunal por escrito a formular su contestación debiendo hacer valer las excepciones de su intención si las tuviere. Aclarándole que la notificación realizada así surtirá sus efectos a los 10 diez días contados desde el siguiente al de la última publicación del edicto que se ordena, quedando en la Secretaría del Juzgado a disposición de la parte reo, las copias simples de la demanda promovida en su contra, así como los documentos acompañados a la misma, debidamente sellados y requisitados por la Secretaría de este Honorable Juzgado para su debida instrucción. Por otra parte, acorde con lo preceptuado por el artículo 68 del Código Adjetivo Civil, se previene a la demandada Liliana Sánchez García, a fin de que señale domicilio para el efecto de oír y recibir notificaciones en cualquiera de los municipios de Apodaca, General Escobedo, Monterrey, San Nicolás de los Garza y San Pedro Garza García, Nuevo León, apercibida de que en caso de no hacerlo así las subsecuentes notificaciones personales se le practicarán por medio de la tabla de avisos que se lleva en los estrados de este Juzgado. Doy Fe. Monterrey, Nuevo León a 12 doce de mayo de dos mil veintiséis.: [971, 66, 1202, 426]
notice-publication-dates: (4): [1321, 969, 1332, 979]
notice-signature: LIC. HERMENEGILDO CASTILLO MARTÍNEZ NOTARIO PÚBLICO, TITULAR DE NOTARÍA PÚBLICA No. 87 CAMH670812IU94: [262, 935, 457, 975]
notice-divider: [971, 1283, 1200, 1284]
notice-divider: [3, 752, 232, 753]
notice-body: Por Escritura Pública Número 14,331 de fecha 19 de Mayo de 2026, otorgada en esta Notaría a mi cargo, se inició la Sucesión Testamentaria Extrajudicial a Bienes del señor JOSÉ ALBERTO DIOSDADO DELGADO. Comparecieron las señoras ANA LAURA y MÓNICA SOFÍA de apellidos DIOSDADO RODRÍGUEZ en su carácter de Únicas y Universales Herederas y además el señor JUAN MANUEL DIOSDADO DELGADO en su calidad de Albacea, en los términos de los Artículos 881 ochocientos ochenta y uno y 882 ochocientos ochenta y dos, y demás relativos del Código de Procedimientos Civiles vigente en el Estado de Nuevo León, para lo cual me exhibió el Acta de Defunción del Autor de la Sucesión, manifestando que va a proceder en su oportunidad a formular el inventario y avalúo de los bienes de la herencia, lo que Yo, el suscrito Notario hago constar y doy a conocer por medio de esta publicación que se hará dos veces con intervalo de diez días cada una. Monterrey, N.L. a 20 de Mayo de 2026: [1212, 552, 1444, 727]
notice-publication-dates: (25 y 4): [587, 1661, 615, 1671]
notice-body: En fecha 26 veintiséis de mayo de 2026 dos mil veintiséis, se admitió a trámite el expediente judicial número 563/2026, relativo al juicio sucesorio de intestado acumulado a bienes de Juan Antonio Garza Guerrero y Luis Antonio García Ayala, en el cual se ordenó la publicación de un edicto por una sola vez tanto en el Boletín Judicial, como en el Periódico El Porvenir, que se editan en la capital del Estado, mediante el cual se convoque a todas aquellas personas que se estimen con derecho a la masa hereditaria, a fin de que acudan a deducir sus derechos a este juzgado, dentro del término de 30 treinta días contados a partir del siguiente al de la fecha de publicación del edicto ordenado. DOY FE. San Pedro Garza García, Nuevo León, a 02 de junio de 2026.: [1212, 792, 1444, 925]
notice-publication-dates: (2, 3 y 4): [100, 737, 134, 747]
notice-heading: Número de Edicto 151961: [310, 55, 408, 64]
legal-notice: [487, 1069, 716, 1391]
notice-divider: [3, 1187, 232, 1188]
notice-heading: EDICTO: [1309, 55, 1345, 64]
notice-heading: Número de Edicto 151100: [1036, 489, 1134, 499]
notice-column: [3, 55, 238, 2571]
notice-publication-dates: (25 y 4): [829, 1425, 858, 1435]
notice-divider: [1213, 536, 1442, 537]
notice-body: Al calce un sello con el Escudo Nacional que dice: Estados Unidos Mexicanos. Poder Judicial del Estado de Nuevo León Juzgado de Exhortos Cartas Rogatorias del Estado. En los autos del exhorto 2791/2026 del índice de este juzgado, deducido del expediente judicial número 1185/2007, relativo al juicio especial hipotecario, promovido por Desexter, Desarrollo de Sistemas, Sociedad Anónima de Capital Variable, en contra de Sergio López Martín y Dora Elia López Andrade, que se tramita ante el Juzgado Décimo Primero Civil de Proceso Escrito de la Ciudad de México; se dictó un auto de radicación con fecha 24 veintiocho de abril del año 2026 dos mil veintiséis, en el cual se ordenó la publicación de edictos ordenados por el juez de origen mediante proveídos de fechas 04 veintinueve de marzo de 2026 dos mil veintiséis, 08 ocho de octubre del año 2025 dos mil veinticinco y 27 veintisiete de enero de 2026 dos mil veintiséis, edictos que deberán publicarse por dos veces, debiendo mediar entre una y otra publicación doce días entre una y otra publicación, convocando postores para que acudan a dicha subasta, mismo que será publicado en la tabla de avisos de este juzgado, Boletín Judicial y en el periódico de mayor circulación de este Estado (designándose como tal "El Porvenir"), la audiencia de remate en Primera Almoneda, programada para las 10:00 diez horas del día 14 catorce de julio del año 2026 dos mil veintiséis, respecto del bien inmueble ubicado en LOTE DE TERRENO MARCADO CON EL NÚMERO 31 (TREINTA Y UNO) DE LA MANZANA NÚMERO 107 (CIENTO SIETE) DEL FRACCIONAMIENTO TREINTA CINCUENTA Y OCHO DEL FRACCIONAMIENTO BARRIO DE LA INDUSTRIA, EN EL MUNICIPIO DE MONTERREY NUEVO LEÓN, TENIENDO COMO MEDIDAS LA FINCA EN CALLE DE LA TRANSFORMACIÓN, NÚMERO 129 (CIENTO VEINTINUEVE) DE DICHO FRACCIONAMIENTO, sirviendo de base para el remate la suma de $949,000.00 (novecientos cuarenta y nueve mil pesos 00/100 M.N), y siendo postura legal la que cubra las terceras partes de dicha cantidad, se precisa que los interesados como postores, deberán exhibir por lo menos el diez por ciento del valor del bien, a saber, un Billete de Depósito de Banco del Bienestar S.N.C., Institución de Banca de Desarrollo, para participar en la diligencia, en el entendido de que los postores que comparezcan previamente deberán exhibir una cantidad igual por lo menos el diez por ciento del precio fijado para subastar, mediante billete de depósito expedido por el Banco del Bienestar, S.N.C., sin cuyo requisito no serán admitidos como postores. Asimismo se les informa que el domicilio del Juzgado Décimo Primero Civil de Proceso Escrito de la Ciudad de México, está ubicado en calle Niños Héroes 132, 6° Piso, Torre Sur, Colonia Doctores, Alcaldía Cuauhtémoc, Ciudad de México, código postal 06720. En Monterrey, Nuevo León a 29 veintinueve de mayo de 2026 dos mil veintiséis.: [487, 470, 718, 995]
notice-body: Se señalan las 10:00 diez horas del 12 doce de junio de 2026 dos mil veintiséis, a fin de que tenga verificativo mediante videoconferencia, remate en pública subasta y tercera almoneda el bien inmueble objeto de ejecución, consistente en: Lote de terreno marcado con el número 12 doce, de la Manzana número 267 doscientos sesenta y siete del Fraccionamiento Residencial Bugambilias de la Sierra, en Guadalupe, Nuevo León, con una superficie total de (120.02 M2) ciento veinte metros dos centímetros cuadrados, y las siguientes medidas y colindancias: Al Norte mide (7.06) siete metros seis centímetros y colinda con el lote número 13 trece; al Sur mide (7.06) siete metros seis centímetros y colinda con la calle Bugambilias del camino; Al Este mide (17.00) diecisiete metros y colinda con el lote número 11 once y Al Oeste mide (17.00) diecisiete metros y colinda con el lote número 13 trece. Cuya manzana se encuentra circundada por las siguientes calles: Al Norte, con la calle Bugambilias de Valle; Al Sur con calle Bugambilias del Camino; Al Este con la calle Bugambilias de la Sierra; Al Oeste, con la calle Bugambilias de la Primavera. Encontrándose sobre dicho inmueble la finca marcada con el número 221 doscientos veintiuno de la calle Bugambilias del camino, del mencionado Fraccionamiento. Dicho inmueble cuenta con los siguientes datos de registro: Número 4091, volumen 132, libro 167, sección I propiedad, unidad Guadalupe, de fecha 14 catorce de octubre del 2005 dos mil cinco. Por lo cual convóquese a postores por medio de edictos los cuales deberán publicarse dos veces, una cada tres días en cualquiera de los periódicos El Norte, El Porvenir, Milenio Diario o Periódico ABC, a elección del ejecutante, así como en el Boletín Judicial y en los estrados de este juzgado. Primeramente, en de señalarse que el valor que servirá de base para la segunda almoneda resulta del precio que sirvió de base para la segunda subasta, es decir, la cantidad de $1'127,400.00 (un millón ciento veintisiete mil cuatrocientos pesos 00/100 moneda nacional), y acepte las condiciones de la misma, se fincará el remate sin más trámites. Si no se llega a dichas dos terceras partes, se suspenderá el fincamiento del remate y se hará saber el precio ofrecido al deudor, quien dentro de los veinte días siguientes podrá pagar al acreedor librando los bienes o presentar persona que mejore la postura. Se transcurren esos veinte días y el deudor no hubiera pagado ni traído un mejor postor, se aprobará el remate mandando llevar a efecto la venta, de conformidad con el numeral 545 del CPCEN. Para tomar parte en la subasta, deberán los licitadores consignar previamente en la Secretaría de Finanzas y Tesorería General del Estado, una cantidad igual por lo menos al 10% diez por ciento efectivo del valor de los bienes, que sirva de base para el remate, sin cuyo requisito no serán admitidos, a cual se devolverá a sus respectivos dueños acto continuo al remate, excepto la que corresponda al mejor postor, la cual se reservará en depósito como garantía del cumplimiento de su obligación, y en su caso, como parte del precio de la venta. Lo anterior de conformidad con el artículo 535 del código de procedimientos civiles. Así mismo, desde que se anuncia este remate y durante el mismo se ponen de manifiesto los planos que hubiere y estarán a la vista el avalúo. El efecto, en la secretaría de este juzgado mediante el número telefónico 81 2020 6160 se proporcionará mayor información a los interesados y el mismo indicará su correo para enviarles el enlace de Microsoft Teams. El bien inmueble antes descrito está inmerso en el expediente judicial número 1566/2022, relativo al juicio ejecutivo civil, promovido por Patricia José Cantú Marcayanez en contra de Urbano Salas Rodríguez por conducto de su albacea el Procurador Fiscal de la Secretaría de Finanzas y Tesorería General del Estado.: [245, 66, 476, 724]
notice-publication-dates: (25 y 4): [345, 1206, 374, 1216]
notice-heading: PUBLICACIÓN NOTARIAL: [303, 777, 416, 788]
notice-signature: LICENCIADO JORGE ALBERTO SALAZAR SALAZAR NOTARIO PÚBLICO TITULAR: [488, 1640, 714, 1660]
notice-divider: [487, 454, 716, 455]
notice-signature: DIANA LAURA GARCÍA CANALES SECRETARIO DEL JUZGADO SÉPTIMO DE JURISDICCIÓN CONCURRENTE DEL PRIMER DISTRITO JUDICIAL DEL ESTADO: [19, 695, 215, 736]
legal-notice: [245, 1225, 474, 1589]
notice-column: [729, 55, 964, 2571]
notice-column: [245, 55, 480, 2571]
notice-signature: ELDA PATRICIA PUENTES CANTÚ C. SECRETARIO ADSCRITO AL JUZGADO CUARTO DE LO FAMILIAR: [976, 1235, 1193, 1267]
notice-heading: AVISO NOTARIAL: [562, 1400, 640, 1410]
page-number: 6: [3, 1, 32, 48]
notice-heading: EDICTO: [825, 55, 861, 64]
notice-signature: LA C. SECRETARIO DEL JUZGADO SEGUNDO MIXTO DE LO CIVIL Y FAMILIAR DEL OCTAVO DISTRITO JUDICIAL DEL ESTADO LICENCIADA BERTHA MARÍA SERNA CISNEROS: [1213, 1355, 1441, 1396]
notice-body: AL CIUDADANO DAVID OMAR ROSALES LOERA CON DOMICILIO IGNORADO. Mediante proveído dictado por el Juzgado Segundo Familiar del Segundo Distrito Judicial del Estado el día 18 dieciocho de mayo de 2026 dos mil veintiséis, dentro del expediente judicial 341/2025, relativo a las diligencias de jurisdicción voluntaria sobre autorización judicial para salir del País respecto del Infante O.R.R.P. promovido por Daniela Berenice Pérez Torres, en contra de David Omar Rosales Loera, se advirtió que quedó debidamente acreditado por la actora el desconocimiento general del domicilio de David Omar Rosales Loera, por lo que se ordenó notificar al aludido, del proveído emitido por esta autoridad por medio de edictos que se publiquen por 3 tres veces consecutivas, tanto en el Periódico "El Porvenir", en el Boletín Judicial y en el Periódico Oficial, todos que se editan en la Entidad, a fin de que dentro del término de 3 tres días hábiles ocurra al local de este juzgado a fin de que quede legalmente notificado, y exprese lo que a sus derechos corresponda respecto a la tramitación propuesta por la promovente; en la inteligencia que la notificación hecha de esta manera surtirá sus efectos a los 9 nueve días, contados a partir del día siguiente al de la última publicación del edicto ordenado. Previniéndosele de igual forma a David Omar Rosales Loera a fin de que dentro del término concedido en líneas anteriores, señale domicilio para oír y recibir notificaciones dentro de los municipios de Apodaca, Guadalupe, General Escobedo, Monterrey, San Nicolás de los Garza, San Pedro Garza García y Santa Catarina, en el Estado de Nuevo León, ya que de no hacerlo así, las subsecuentes notificaciones de carácter personal se efectuarán por medio de instructivo que se coloque en la tabla de avisos de este juzgado. Guadalupe, Nuevo León, a 26 veintiséis de mayo del 2026 dos mil veintiséis.: [487, 66, 718, 395]
notice-signature: LICENCIADO JORGE ALBERTO SALAZAR SALAZAR NOTARIO PÚBLICO TITULAR: [731, 1133, 956, 1153]
legal-notice: [729, 449, 958, 874]
notice-divider: [487, 1396, 716, 1397]
legal-notice: [971, 489, 1200, 853]
notice-divider: [729, 444, 958, 445]
notice-signature: LIC. GABRIEL GALINDO GARZA NOTARIO PÚBLICO No. 70 GAGG690515TE7: [289, 1174, 429, 1204]
notice-signature: LIC. OLIVIA ALEIDA SÁNCHEZ HERNÁNDEZ NOTARIA PÚBLICA NÚMERO 73: [505, 1359, 698, 1380]
legal-notice: [1213, 989, 1442, 1179]
notice-publication-dates: (2, 3 y 4): [343, 1579, 376, 1589]
notice-body: Se presentaron ante el Suscrito, los señores JOSÉ LÓPEZ SALAZAR, quien durante diversos actos de su vida ha utilizado indistintamente los nombres de JOSÉ LÓPEZ SALAZAR, JOSE LOPEZ y JOSE S. LOPEZ, y la señora ORALIA GUADALUPE LÓPEZ SALAZAR, a denunciar la Sucesión Mixta Acumulada en la Vía Extrajudicial, Testamentaria a bienes del señor MANUEL LÓPEZ GUERRA quien durante diversos actos de su vida utilizó indistintamente los nombres de MANUEL LÓPEZ GUERRA Y MANUEL G. LÓPEZ, e Intestada a bienes de la señora MARÍA ORALIA SALAZAR SALAZAR, quien durante diversos actos de su vida utilizó indistintamente los nombres de MARÍA ORALIA SALAZAR SALAZAR Y MARÍA O. LÓPEZ, quienes manifiestan que aceptan la herencia respectivamente, y que reconocen sus Derechos Hereditarios; así mismo fue nombrado como Albacea el señor JOSÉ LÓPEZ SALAZAR, quien manifestó que acepta el cargo y que procederá a realizar el Inventario de los bienes que forman el caudal Hereditario. Se publica este aviso por dos ocasiones (10 (diez en (10) diez días, esto en cumplimiento a lo dispuesto por lo indicado en el artículo (882) ochocientos ochenta y dos del Código de Procedimientos Civiles vigente en el Estado. Allende, Nuevo León, a 14 de mayo del año 2026 ATENTAMENTE: [728, 895, 960, 1131]
notice-publication-dates: (4): [1080, 1445, 1091, 1455]
legal-notice: [729, 883, 958, 1165]
